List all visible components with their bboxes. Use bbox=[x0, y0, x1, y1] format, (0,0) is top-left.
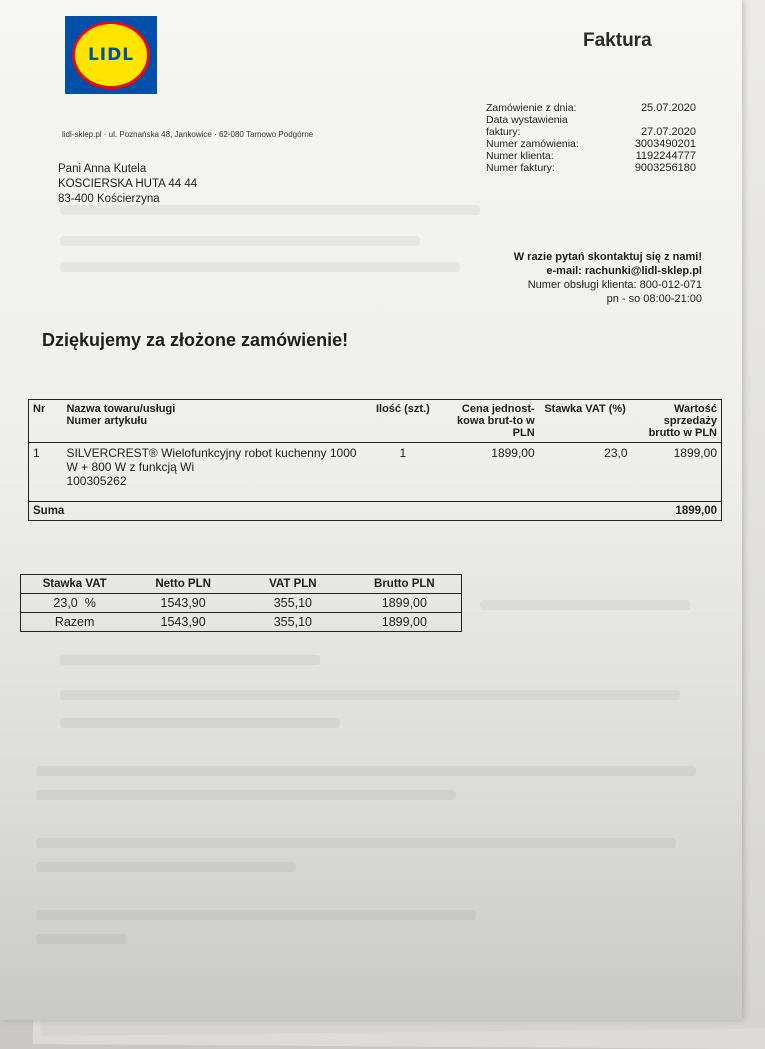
meta-value: 3003490201 bbox=[634, 138, 696, 150]
ghost-line bbox=[60, 236, 420, 246]
vat-net: 1543,90 bbox=[160, 615, 206, 629]
vat-summary-table bbox=[20, 574, 462, 632]
header-qty: Ilość (szt.) bbox=[375, 403, 430, 415]
ghost-line bbox=[36, 838, 676, 848]
contact-box bbox=[470, 250, 702, 306]
meta-label: Numer zamówienia: bbox=[486, 138, 579, 150]
table-row bbox=[29, 443, 722, 502]
vat-header-gross: Brutto PLN bbox=[374, 578, 435, 590]
table-row bbox=[21, 594, 462, 613]
contact-phone: Numer obsługi klienta: 800-012-071 bbox=[527, 279, 702, 291]
logo-text: LIDL bbox=[87, 45, 135, 65]
item-description bbox=[62, 443, 361, 502]
lidl-logo-circle bbox=[72, 21, 150, 89]
item-qty: 1 bbox=[399, 446, 407, 460]
vat-header-rate: Stawka VAT bbox=[42, 578, 107, 590]
vat-net: 1543,90 bbox=[160, 596, 206, 610]
meta-row bbox=[486, 138, 696, 150]
recipient-city: 83-400 Kościerzyna bbox=[58, 193, 160, 205]
items-header-row bbox=[29, 400, 722, 443]
ghost-line bbox=[36, 766, 696, 776]
table-row bbox=[21, 613, 462, 632]
vat-rate: 23,0 % bbox=[53, 596, 96, 610]
vat-header-vat: VAT PLN bbox=[269, 578, 317, 590]
recipient-name: Pani Anna Kutela bbox=[58, 163, 147, 175]
meta-label: Numer faktury: bbox=[486, 162, 555, 174]
contact-heading: W razie pytań skontaktuj się z nami! bbox=[513, 251, 702, 263]
sender-address: lidl-sklep.pl · ul. Poznańska 48, Jankowice · 62-080 Tarnowo Podgórne bbox=[62, 130, 314, 139]
header-value: Wartość sprzedaży brutto w PLN bbox=[648, 403, 717, 439]
meta-row bbox=[486, 102, 696, 114]
meta-row bbox=[486, 162, 696, 174]
invoice-meta bbox=[486, 102, 696, 174]
contact-email: e-mail: rachunki@lidl-sklep.pl bbox=[546, 265, 702, 277]
header-vat: Stawka VAT (%) bbox=[544, 403, 626, 415]
item-nr: 1 bbox=[33, 446, 40, 460]
header-name bbox=[62, 400, 361, 443]
meta-value: 9003256180 bbox=[634, 162, 696, 174]
sum-label: Suma bbox=[29, 502, 632, 521]
item-article: 100305262 bbox=[66, 474, 127, 488]
meta-label: Data wystawienia faktury: bbox=[486, 114, 568, 138]
sum-row bbox=[29, 502, 722, 521]
recipient-street: KOSCIERSKA HUTA 44 44 bbox=[58, 178, 198, 190]
header-price: Cena jednost-kowa brut-to w PLN bbox=[457, 403, 535, 439]
header-name-label: Nazwa towaru/usługi bbox=[66, 403, 176, 415]
ghost-line bbox=[36, 934, 126, 944]
ghost-line bbox=[60, 718, 340, 728]
item-name: SILVERCREST® Wielofunkcyjny robot kuchenny 1000 W + 800 W z funkcją Wi bbox=[66, 446, 357, 474]
vat-rate: Razem bbox=[54, 615, 95, 629]
vat-amount: 355,10 bbox=[273, 615, 312, 629]
ghost-line bbox=[60, 690, 680, 700]
document-title: Faktura bbox=[583, 30, 652, 51]
header-article-label: Numer artykułu bbox=[66, 415, 148, 427]
meta-value: 1192244777 bbox=[635, 150, 696, 162]
vat-amount: 355,10 bbox=[273, 596, 312, 610]
item-value: 1899,00 bbox=[673, 446, 717, 460]
vat-gross: 1899,00 bbox=[381, 596, 427, 610]
meta-row bbox=[486, 150, 696, 162]
meta-row bbox=[486, 114, 696, 138]
sum-value: 1899,00 bbox=[632, 502, 722, 521]
item-price: 1899,00 bbox=[491, 446, 535, 460]
ghost-line bbox=[480, 600, 690, 610]
items-table bbox=[28, 399, 722, 521]
ghost-line bbox=[36, 862, 296, 872]
header-nr: Nr bbox=[33, 403, 46, 415]
vat-header-row bbox=[21, 575, 462, 594]
vat-header-net: Netto PLN bbox=[155, 578, 211, 590]
meta-label: Zamówienie z dnia: bbox=[486, 102, 577, 114]
meta-label: Numer klienta: bbox=[486, 150, 554, 162]
ghost-line bbox=[36, 790, 456, 800]
contact-hours: pn - so 08:00-21:00 bbox=[606, 293, 702, 305]
ghost-line bbox=[60, 655, 320, 665]
item-vat: 23,0 bbox=[604, 446, 628, 460]
meta-value: 25.07.2020 bbox=[640, 102, 696, 114]
lidl-logo bbox=[65, 16, 157, 94]
ghost-line bbox=[36, 910, 476, 920]
vat-gross: 1899,00 bbox=[381, 615, 427, 629]
ghost-line bbox=[60, 262, 460, 272]
meta-value: 27.07.2020 bbox=[640, 126, 696, 138]
recipient-address bbox=[58, 162, 197, 207]
thank-you-heading: Dziękujemy za złożone zamówienie! bbox=[42, 330, 349, 350]
